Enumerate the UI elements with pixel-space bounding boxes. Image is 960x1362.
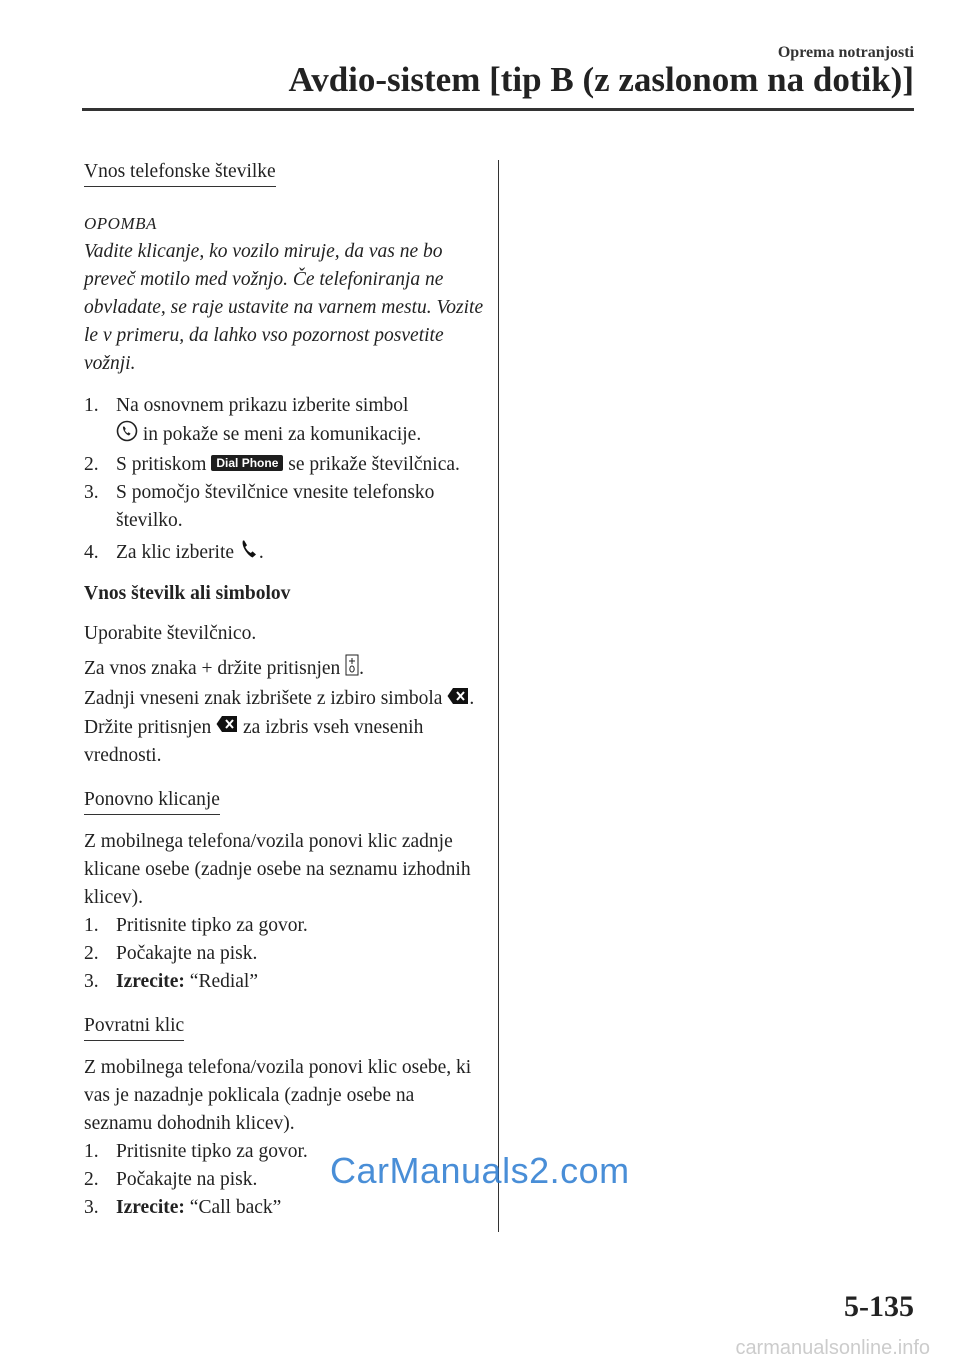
subheading-digits-symbols: Vnos številk ali simbolov (84, 583, 291, 605)
steps-redial (84, 912, 484, 996)
list-item: 2. Počakajte na pisk. (84, 943, 258, 965)
list-item: 1. Pritisnite tipko za govor. (84, 915, 308, 937)
section-heading-redial: Ponovno klicanje (84, 788, 220, 815)
list-item: 3. Izrecite: “Call back” (84, 1197, 282, 1219)
paragraph: Za vnos znaka + držite pritisnjen . (84, 654, 484, 685)
header-section: Oprema notranjosti (777, 44, 914, 61)
column-divider (498, 160, 499, 1232)
paragraph: Uporabite številčnico. (84, 623, 257, 645)
page-title: Avdio-sistem [tip B (z zaslonom na dotik)] (288, 60, 914, 99)
section-heading-call-back: Povratni klic (84, 1014, 184, 1041)
paragraph: Z mobilnega telefona/vozila ponovi klic osebe, ki vas je nazadnje poklicala (zadnje osebe na seznamu dohodnih klicev). (84, 1057, 472, 1135)
paragraph: Zadnji vneseni znak izbrišete z izbiro simbola . (84, 685, 484, 714)
note-title: OPOMBA (84, 214, 157, 233)
backspace-icon[interactable] (216, 714, 238, 742)
phone-badge-icon (116, 420, 138, 451)
page-number: 5-135 (844, 1290, 914, 1323)
site-url[interactable]: carmanualsonline.info (735, 1337, 930, 1359)
list-item: 4. Za klic izberite . (84, 539, 484, 568)
watermark: CarManuals2.com (330, 1150, 630, 1191)
header-rule (82, 108, 914, 111)
list-item: 2. Počakajte na pisk. (84, 1169, 258, 1191)
backspace-icon[interactable] (447, 686, 469, 714)
key-0-plus-icon[interactable] (345, 654, 359, 685)
steps-phone-number (84, 392, 484, 568)
paragraph: Z mobilnega telefona/vozila ponovi klic zadnje klicane osebe (zadnje osebe na seznamu izhodnih klicev). (84, 831, 471, 909)
list-item: 3. Izrecite: “Redial” (84, 971, 259, 993)
list-item: 1. Pritisnite tipko za govor. (84, 1141, 308, 1163)
list-item: 1. Na osnovnem prikazu izberite simbol in pokaže se meni za komunikacije. (84, 392, 484, 451)
note-body: Vadite klicanje, ko vozilo miruje, da vas ne bo preveč motilo med vožnjo. Če telefoniranja ne obvladate, se raje ustavite na varnem mestu. Vozite le v primeru, da lahko vso pozornost posvetite vožnji. (84, 241, 484, 374)
dial-phone-button[interactable]: Dial Phone (211, 455, 283, 471)
section-heading-phone-number: Vnos telefonske številke (84, 160, 276, 187)
main-column (84, 158, 484, 1222)
list-item: 3. S pomočjo številčnice vnesite telefonsko številko. (84, 482, 435, 531)
phone-handset-icon[interactable] (239, 539, 259, 568)
list-item: 2. S pritiskom Dial Phone se prikaže številčnica. (84, 454, 460, 475)
paragraph: Držite pritisnjen za izbris vseh vnesenih vrednosti. (84, 714, 484, 771)
